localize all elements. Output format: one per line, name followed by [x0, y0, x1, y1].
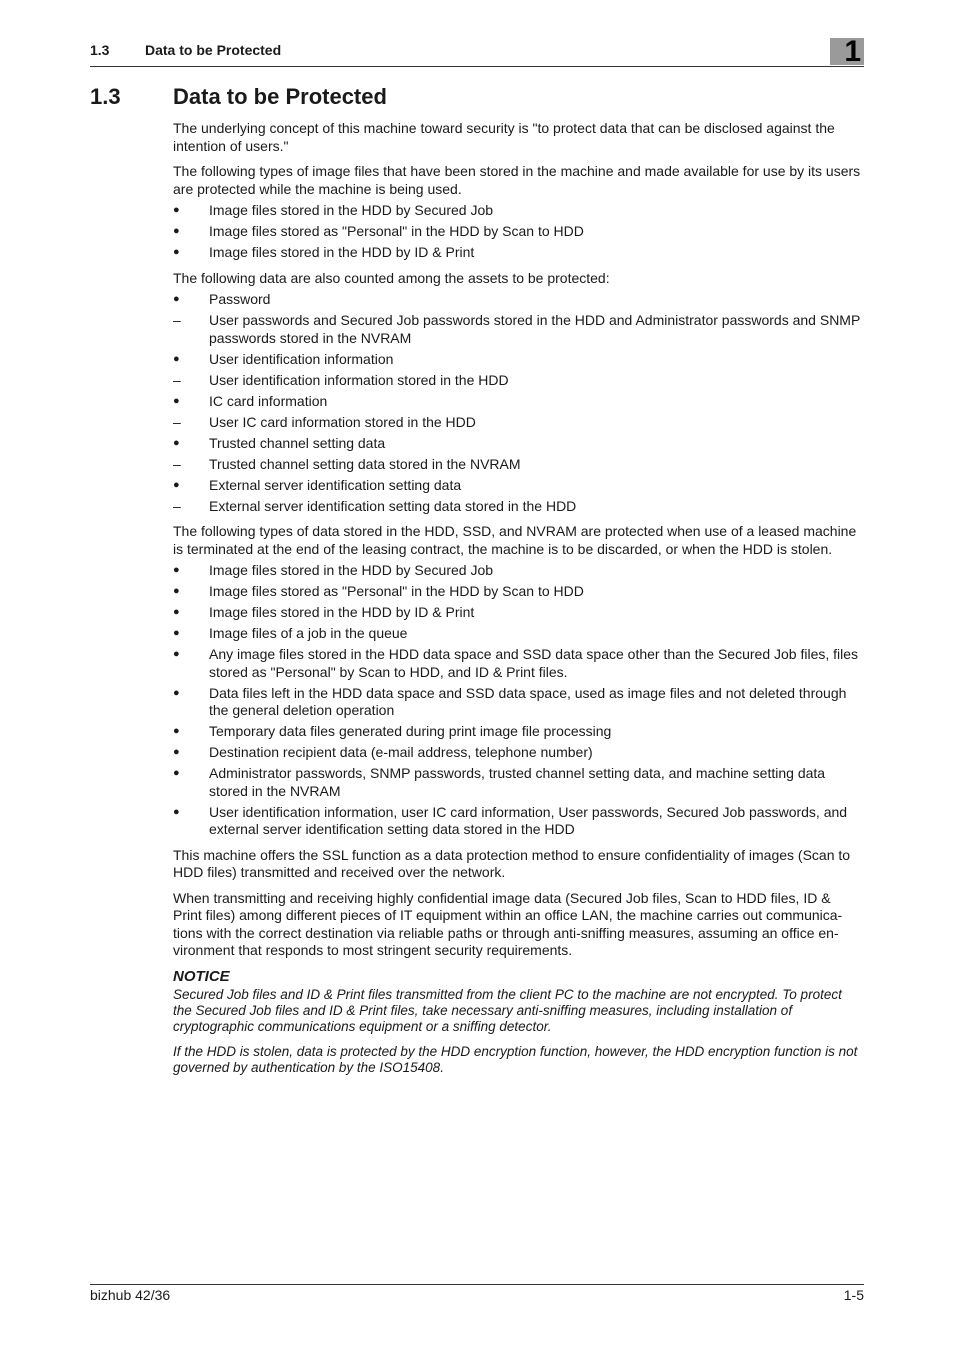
notice-paragraph: Secured Job files and ID & Print files transmitted from the client PC to the machine are not encrypted. To protect the Secured Job files and ID & Print files, take necessary anti-sniffing measures, including installation of cryptographic communications equipment or a sniffing detector.	[173, 987, 842, 1034]
header-section-title: Data to be Protected	[145, 42, 282, 58]
section-title: Data to be Protected	[173, 84, 387, 109]
list-item-text: Image files stored as "Personal" in the HDD by Scan to HDD	[209, 223, 584, 239]
dash-marker: –	[173, 312, 181, 328]
list-item	[173, 477, 863, 495]
bullet-list	[173, 202, 863, 262]
notice-paragraph: If the HDD is stolen, data is protected by the HDD encryption function, however, the HDD encryption function is not governed by authentication by the ISO15408.	[173, 1044, 858, 1075]
list-item	[173, 202, 863, 220]
list-item	[173, 372, 863, 390]
section-number: 1.3	[90, 84, 121, 109]
list-item	[173, 744, 863, 762]
bullet-marker: ●	[173, 725, 180, 737]
list-item-text: User identification information	[209, 350, 394, 367]
dash-marker: –	[173, 455, 181, 472]
paragraph: The underlying concept of this machine toward security is "to protect data that can be disclosed against the intention of users."	[173, 120, 835, 154]
list-item-text: Administrator passwords, SNMP passwords, trusted channel setting data, and machine setting data stored in the NVRAM	[209, 765, 826, 799]
bullet-marker: ●	[173, 805, 180, 818]
list-item	[173, 625, 863, 643]
list-item-text: Image files stored as "Personal" in the HDD by Scan to HDD	[209, 583, 584, 599]
list-item-text: Trusted channel setting data stored in the NVRAM	[209, 455, 521, 472]
list-item-text: Data files left in the HDD data space and SSD data space, used as image files and not deleted through the general deletion operation	[209, 684, 847, 718]
list-item	[173, 291, 863, 309]
bullet-marker: ●	[173, 585, 180, 597]
bullet-marker: ●	[173, 394, 180, 407]
list-item	[173, 312, 863, 347]
list-item	[173, 244, 863, 262]
bullet-list	[173, 291, 863, 515]
notice-box	[173, 968, 863, 1077]
list-item	[173, 414, 863, 432]
list-item	[173, 646, 863, 681]
bullet-marker: ●	[173, 564, 180, 576]
page-footer	[90, 1284, 864, 1303]
paragraph: The following types of image files that have been stored in the machine and made available for use by its users are protected while the machine is being used.	[173, 163, 861, 197]
dash-marker: –	[173, 371, 181, 388]
bullet-marker: ●	[173, 293, 180, 305]
bullet-marker: ●	[173, 746, 180, 758]
list-item	[173, 604, 863, 622]
bullet-list	[173, 562, 863, 839]
list-item-text: Image files stored in the HDD by Secured Job	[209, 562, 494, 578]
dash-marker: –	[173, 497, 181, 514]
bullet-marker: ●	[173, 627, 180, 639]
list-item-text: IC card information	[209, 392, 328, 409]
bullet-marker: ●	[173, 436, 180, 449]
bullet-marker: ●	[173, 767, 180, 779]
list-item-text: Image files stored in the HDD by Secured Job	[209, 202, 494, 218]
list-item-text: Temporary data files generated during print image file processing	[209, 723, 612, 739]
running-header	[90, 35, 864, 68]
paragraph: The following types of data stored in the HDD, SSD, and NVRAM are protected when use of a leased machine is terminated at the end of the leasing contract, the machine is to be discarded, or when the HDD is stolen.	[173, 523, 857, 557]
page-content	[173, 120, 863, 1085]
list-item-text: External server identification setting data	[209, 476, 462, 493]
list-item	[173, 351, 863, 369]
list-item-text: User identification information, user IC card information, User passwords, Secured Job passwords, and external server identification setting data stored in the HDD	[209, 803, 848, 837]
list-item	[173, 498, 863, 516]
list-item	[173, 583, 863, 601]
paragraph: The following data are also counted among the assets to be protected:	[173, 269, 610, 286]
list-item-text: User passwords and Secured Job passwords stored in the HDD and Administrator passwords and SNMP passwords stored in the NVRAM	[209, 312, 861, 346]
list-item	[173, 723, 863, 741]
paragraph: When transmitting and receiving highly confidential image data (Secured Job files, Scan to HDD files, ID & Print files) among different pieces of IT equipment within an office LAN, the machine carries out communica-tions with the correct destination via reliable paths or through anti-sniffing measures, assuming an office en-vironment that responds to most stringent security requirements.	[173, 889, 843, 958]
list-item	[173, 765, 863, 800]
list-item-text: External server identification setting data stored in the HDD	[209, 497, 577, 514]
bullet-marker: ●	[173, 478, 180, 491]
paragraph: This machine offers the SSL function as a data protection method to ensure confidentiality of images (Scan to HDD files) transmitted and received over the network.	[173, 846, 851, 880]
list-item	[173, 804, 863, 839]
footer-page-number: 1-5	[843, 1287, 864, 1303]
list-item	[173, 456, 863, 474]
list-item-text: Image files stored in the HDD by ID & Print	[209, 604, 475, 620]
list-item	[173, 562, 863, 580]
list-item	[173, 393, 863, 411]
bullet-marker: ●	[173, 204, 180, 216]
dash-marker: –	[173, 413, 181, 430]
list-item-text: Trusted channel setting data	[209, 434, 386, 451]
notice-title: NOTICE	[173, 967, 230, 985]
list-item	[173, 685, 863, 720]
header-section-number: 1.3	[90, 42, 110, 58]
list-item-text: Image files stored in the HDD by ID & Print	[209, 244, 475, 260]
list-item	[173, 435, 863, 453]
list-item-text: User IC card information stored in the HDD	[209, 413, 476, 430]
list-item-text: Password	[209, 291, 271, 307]
list-item-text: Destination recipient data (e-mail address, telephone number)	[209, 744, 593, 760]
bullet-marker: ●	[173, 352, 180, 365]
footer-product: bizhub 42/36	[90, 1287, 171, 1303]
bullet-marker: ●	[173, 648, 180, 660]
list-item-text: Any image files stored in the HDD data space and SSD data space other than the Secured Job files, files stored as "Personal" by Scan to HDD, and ID & Print files.	[209, 646, 859, 680]
list-item-text: Image files of a job in the queue	[209, 625, 408, 641]
bullet-marker: ●	[173, 246, 180, 258]
list-item-text: User identification information stored in the HDD	[209, 371, 509, 388]
list-item	[173, 223, 863, 241]
bullet-marker: ●	[173, 686, 180, 699]
bullet-marker: ●	[173, 606, 180, 618]
chapter-number: 1	[844, 35, 861, 68]
bullet-marker: ●	[173, 225, 180, 237]
